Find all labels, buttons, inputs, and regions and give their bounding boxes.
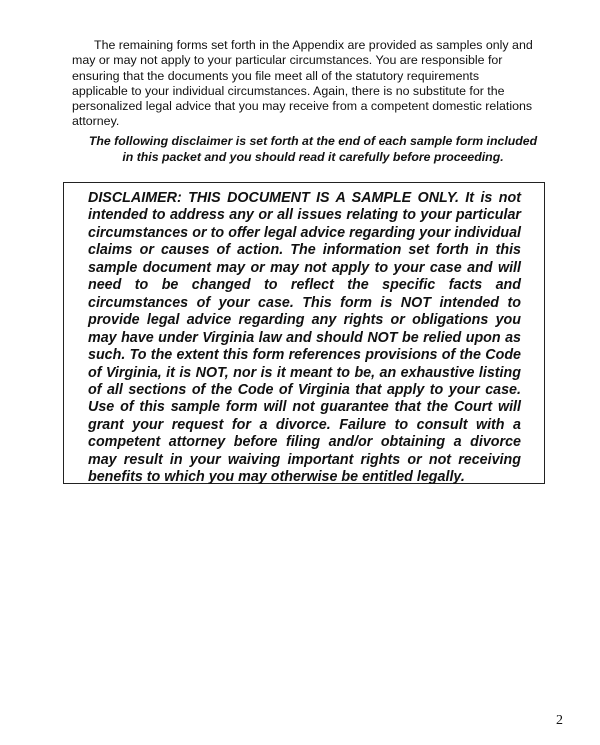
- disclaimer-box: [63, 182, 545, 484]
- disclaimer-text: DISCLAIMER: THIS DOCUMENT IS A SAMPLE ONLY. It is not intended to address any or all issues relating to your particular circumstances or to offer legal advice regarding your individual claims or causes of action. The information set forth in this sample document may or may not apply to your case and will need to be changed to reflect the specific facts and circumstances of your case. This form is NOT intended to provide legal advice regarding any rights or obligations you may have under Virginia law and should NOT be relied upon as such. To the extent this form references provisions of the Code of Virginia, it is NOT, nor is it meant to be, an exhaustive listing of all sections of the Code of Virginia that apply to your case. Use of this sample form will not guarantee that the Court will grant your request for a divorce. Failure to consult with a competent attorney before filing and/or obtaining a divorce may result in your waiving important rights or not receiving benefits to which you may otherwise be entitled legally.: [88, 190, 521, 486]
- intro-paragraph: The remaining forms set forth in the Appendix are provided as samples only and may or may not apply to your particular circumstances. You are responsible for ensuring that the documents you file meet all of the statutory requirements applicable to your individual circumstances. Again, there is no substitute for the personalized legal advice that you may receive from a competent domestic relations attorney.: [72, 38, 533, 129]
- disclaimer-note: The following disclaimer is set forth at the end of each sample form included in this packet and you should read it carefully before proceeding.: [88, 134, 538, 164]
- page-number: 2: [556, 713, 563, 728]
